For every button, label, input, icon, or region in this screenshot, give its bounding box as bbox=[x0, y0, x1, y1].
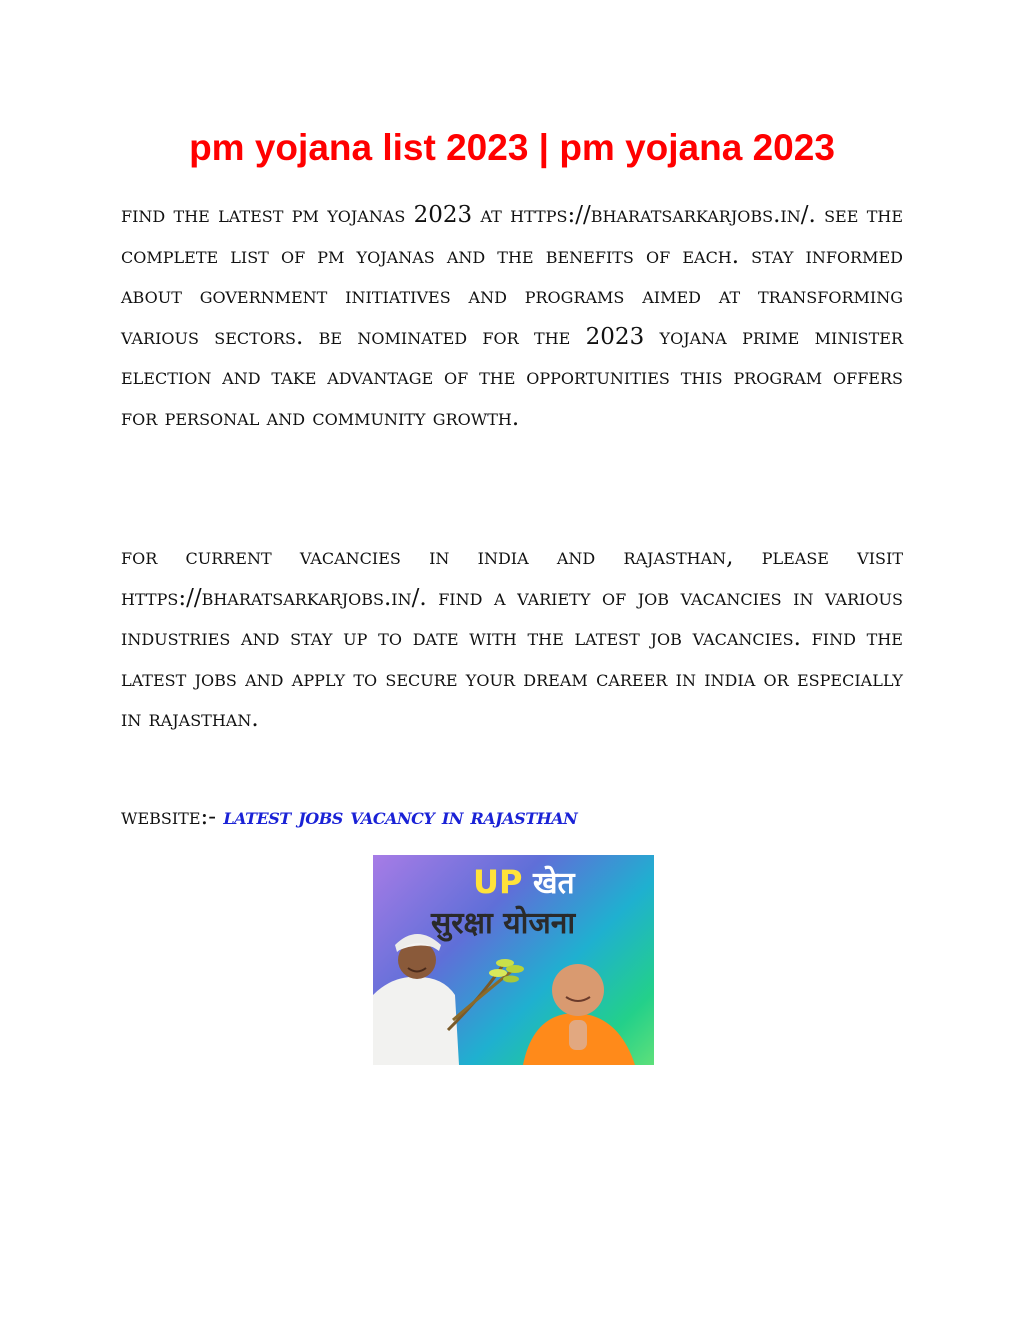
wheat-bundle bbox=[448, 959, 524, 1030]
leader-figure bbox=[523, 964, 635, 1065]
intro-paragraph: find the latest pm yojanas 2023 at https://bharatsarkarjobs.in/. see the complete list of pm yojanas and the benefits of each. stay informed about government initiatives and programs aimed at transforming various sectors. be nominated for the 2023 yojana prime minister election and take advantage of the opportunities this program offers for personal and community growth. bbox=[121, 202, 903, 431]
latest-jobs-link[interactable]: latest jobs vacancy in rajasthan bbox=[223, 803, 578, 830]
farmer-figure bbox=[373, 934, 459, 1065]
yojana-banner-image bbox=[373, 855, 654, 1065]
page-title: pm yojana list 2023 | pm yojana 2023 bbox=[189, 127, 835, 168]
vacancies-paragraph: for current vacancies in india and rajasthan, please visit https://bharatsarkarjobs.in/. find a variety of job vacancies in various industries and stay up to date with the latest job vacancies. find the latest jobs and apply to secure your dream career in india or especially in rajasthan. bbox=[121, 544, 903, 732]
website-line bbox=[121, 797, 903, 837]
banner-heading-up: UP bbox=[473, 863, 523, 901]
banner-heading-hindi-2: सुरक्षा योजना bbox=[431, 906, 576, 941]
banner-heading-hindi-1: खेत bbox=[533, 866, 575, 901]
banner-illustration bbox=[373, 855, 654, 1065]
website-label: website:- bbox=[121, 804, 217, 830]
